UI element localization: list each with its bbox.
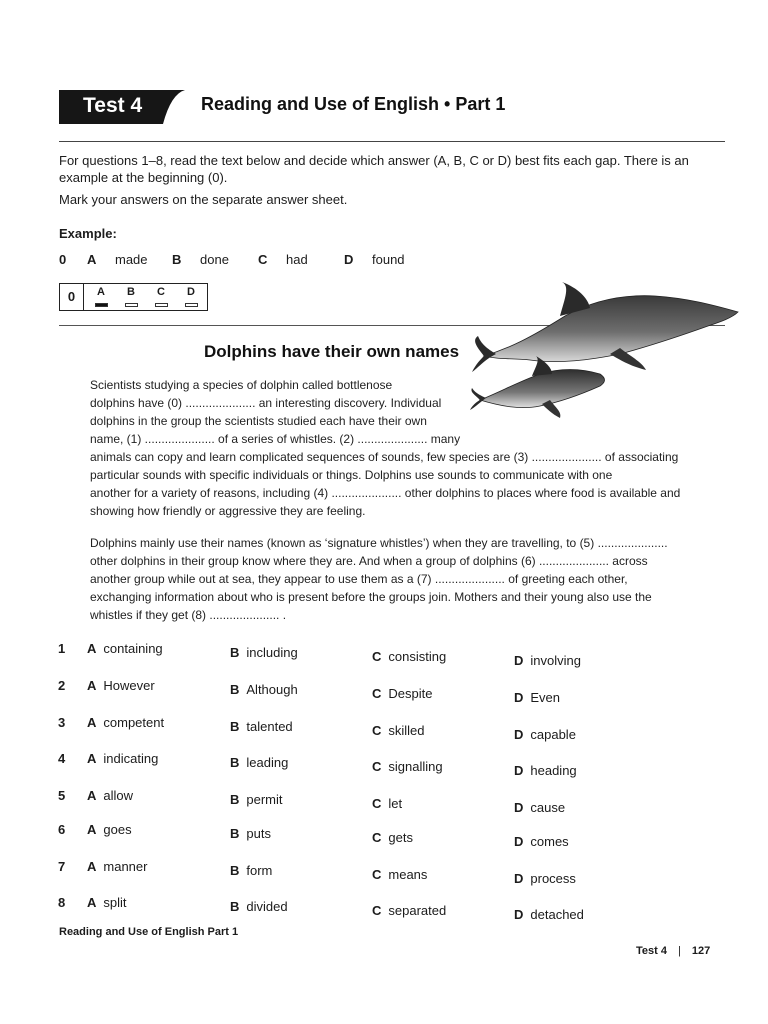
- option-letter: C: [372, 649, 382, 664]
- example-option-word: had: [286, 252, 308, 267]
- option-letter: B: [230, 863, 240, 878]
- option-word: comes: [530, 834, 569, 849]
- option-word: including: [246, 645, 298, 660]
- text-line: dolphins in the group the scientists studied each have their own: [90, 414, 427, 428]
- question-number: 6: [58, 822, 66, 837]
- option-letter: C: [372, 867, 382, 882]
- article-paragraph-2: [90, 534, 700, 624]
- text-line: another group while out at sea, they appear to use them as a (7) ..................... of greeting each other,: [90, 572, 628, 586]
- option-letter: A: [87, 822, 97, 837]
- option-word: heading: [530, 763, 577, 778]
- divider: [59, 141, 725, 142]
- option-word: consisting: [388, 649, 447, 664]
- answer-option-d: [514, 800, 565, 815]
- test-tab: [59, 90, 185, 124]
- article-paragraph-1: [90, 376, 700, 520]
- option-word: gets: [388, 830, 413, 845]
- option-letter: A: [87, 788, 97, 803]
- text-line: other dolphins in their group know where they are. And when a group of dolphins (6) ..................... across: [90, 554, 648, 568]
- answer-option-a: [87, 822, 132, 837]
- example-option-word: done: [200, 252, 229, 267]
- answer-option-d: [514, 871, 576, 886]
- option-letter: C: [372, 686, 382, 701]
- text-line: particular sounds with specific individuals or things. Dolphins use sounds to communicate with one: [90, 468, 613, 482]
- example-option-letter: B: [172, 252, 182, 267]
- answer-mark: [155, 303, 168, 307]
- answer-option-a: [87, 788, 133, 803]
- question-number: 8: [58, 895, 66, 910]
- answer-option-d: [514, 907, 584, 922]
- option-word: let: [388, 796, 403, 811]
- question-number: 4: [58, 751, 66, 766]
- answer-option-a: [87, 895, 127, 910]
- text-line: Scientists studying a species of dolphin called bottlenose: [90, 378, 393, 392]
- text-line: dolphins have (0) ..................... an interesting discovery. Individual: [90, 396, 442, 410]
- text-line: Dolphins mainly use their names (known as ‘signature whistles’) when they are travelling, to (5) .....................: [90, 536, 668, 550]
- option-word: manner: [103, 859, 148, 874]
- answer-option-a: [87, 678, 155, 693]
- option-word: containing: [103, 641, 163, 656]
- answer-option-d: [514, 690, 560, 705]
- answer-box-letter: C: [157, 286, 165, 298]
- example-option-word: found: [372, 252, 405, 267]
- option-letter: B: [230, 826, 240, 841]
- footer-test-label: Test 4: [636, 945, 667, 957]
- option-word: process: [530, 871, 576, 886]
- question-number: 5: [58, 788, 66, 803]
- option-word: separated: [388, 903, 447, 918]
- question-number: 1: [58, 641, 66, 656]
- option-word: However: [103, 678, 155, 693]
- option-word: leading: [246, 755, 289, 770]
- option-word: cause: [530, 800, 566, 815]
- option-letter: C: [372, 759, 382, 774]
- option-word: permit: [246, 792, 283, 807]
- option-word: divided: [246, 899, 288, 914]
- option-word: involving: [530, 653, 581, 668]
- example-option-letter: A: [87, 252, 97, 267]
- answer-option-a: [87, 715, 164, 730]
- question-number: 2: [58, 678, 66, 693]
- option-word: Despite: [388, 686, 433, 701]
- option-letter: B: [230, 792, 240, 807]
- option-letter: A: [87, 678, 97, 693]
- option-word: split: [103, 895, 127, 910]
- example-number: 0: [59, 252, 67, 267]
- page-title: Reading and Use of English • Part 1: [201, 94, 506, 114]
- answer-option-c: [372, 830, 413, 845]
- answer-option-b: [230, 792, 283, 807]
- text-line: another for a variety of reasons, including (4) ..................... other dolphins to places where food is available and: [90, 486, 681, 500]
- option-letter: B: [230, 682, 240, 697]
- answer-option-c: [372, 686, 432, 701]
- option-letter: D: [514, 907, 524, 922]
- option-letter: A: [87, 859, 97, 874]
- answer-option-b: [230, 863, 272, 878]
- option-word: talented: [246, 719, 293, 734]
- instructions: For questions 1–8, read the text below and decide which answer (A, B, C or D) best fits each gap. There is an example at the beginning (0).: [59, 153, 689, 185]
- option-letter: A: [87, 715, 97, 730]
- answer-option-b: [230, 645, 298, 660]
- answer-option-b: [230, 899, 288, 914]
- option-word: allow: [103, 788, 134, 803]
- footer-page-info: [636, 945, 710, 957]
- option-word: Even: [530, 690, 561, 705]
- answer-box-letter: A: [97, 286, 105, 298]
- option-letter: D: [514, 763, 524, 778]
- example-answer-box: [59, 283, 208, 311]
- answer-option-d: [514, 834, 569, 849]
- answer-option-b: [230, 719, 293, 734]
- question-number: 3: [58, 715, 66, 730]
- option-word: puts: [246, 826, 271, 841]
- example-option-word: made: [115, 252, 148, 267]
- answer-option-d: [514, 763, 577, 778]
- option-letter: B: [230, 645, 240, 660]
- article-title: Dolphins have their own names: [204, 342, 460, 361]
- option-letter: A: [87, 641, 97, 656]
- option-letter: B: [230, 755, 240, 770]
- option-word: Although: [246, 682, 298, 697]
- answer-box-letter: B: [127, 286, 135, 298]
- option-letter: D: [514, 871, 524, 886]
- option-letter: D: [514, 653, 524, 668]
- option-word: goes: [103, 822, 132, 837]
- example-option-letter: D: [344, 252, 354, 267]
- test-tab-label: Test 4: [83, 94, 143, 117]
- answer-option-a: [87, 641, 163, 656]
- answer-option-c: [372, 903, 446, 918]
- answer-option-b: [230, 755, 288, 770]
- option-letter: B: [230, 899, 240, 914]
- option-letter: D: [514, 690, 524, 705]
- option-letter: C: [372, 903, 382, 918]
- answer-mark: [185, 303, 198, 307]
- text-line: showing how friendly or aggressive they are feeling.: [90, 504, 366, 518]
- answer-option-c: [372, 649, 446, 664]
- option-word: indicating: [103, 751, 159, 766]
- answer-option-c: [372, 796, 402, 811]
- text-line: whistles if they get (8) ..................... .: [90, 608, 287, 622]
- option-word: detached: [530, 907, 584, 922]
- option-letter: D: [514, 727, 524, 742]
- question-number: 7: [58, 859, 66, 874]
- option-letter: A: [87, 895, 97, 910]
- option-word: form: [246, 863, 273, 878]
- option-word: competent: [103, 715, 165, 730]
- example-label: Example:: [59, 226, 117, 241]
- option-letter: D: [514, 834, 524, 849]
- page-number: 127: [691, 945, 711, 957]
- answer-option-a: [87, 751, 158, 766]
- option-letter: C: [372, 723, 382, 738]
- answer-mark: [125, 303, 138, 307]
- option-letter: D: [514, 800, 524, 815]
- option-word: capable: [530, 727, 576, 742]
- text-line: name, (1) ..................... of a series of whistles. (2) ..................... many: [90, 432, 461, 446]
- text-line: animals can copy and learn complicated sequences of sounds, few species are (3) ..................... of associating: [90, 450, 679, 464]
- answer-box-letter: D: [187, 286, 195, 298]
- option-letter: A: [87, 751, 97, 766]
- option-word: signalling: [388, 759, 443, 774]
- option-letter: C: [372, 830, 382, 845]
- answer-sheet-note: Mark your answers on the separate answer sheet.: [59, 192, 348, 207]
- example-option-letter: C: [258, 252, 268, 267]
- option-letter: B: [230, 719, 240, 734]
- answer-option-b: [230, 682, 298, 697]
- footer-section-label: Reading and Use of English Part 1: [59, 926, 239, 938]
- answer-option-b: [230, 826, 271, 841]
- answer-option-d: [514, 727, 576, 742]
- answer-option-c: [372, 723, 425, 738]
- answer-option-c: [372, 759, 443, 774]
- answer-mark-selected: [95, 303, 108, 307]
- option-word: means: [388, 867, 428, 882]
- text-line: exchanging information about who is present before the groups join. Mothers and their young also use the: [90, 590, 652, 604]
- answer-option-a: [87, 859, 147, 874]
- option-word: skilled: [388, 723, 425, 738]
- option-letter: C: [372, 796, 382, 811]
- answer-box-number: 0: [60, 284, 84, 310]
- footer-separator: |: [677, 945, 681, 957]
- answer-option-d: [514, 653, 581, 668]
- answer-option-c: [372, 867, 427, 882]
